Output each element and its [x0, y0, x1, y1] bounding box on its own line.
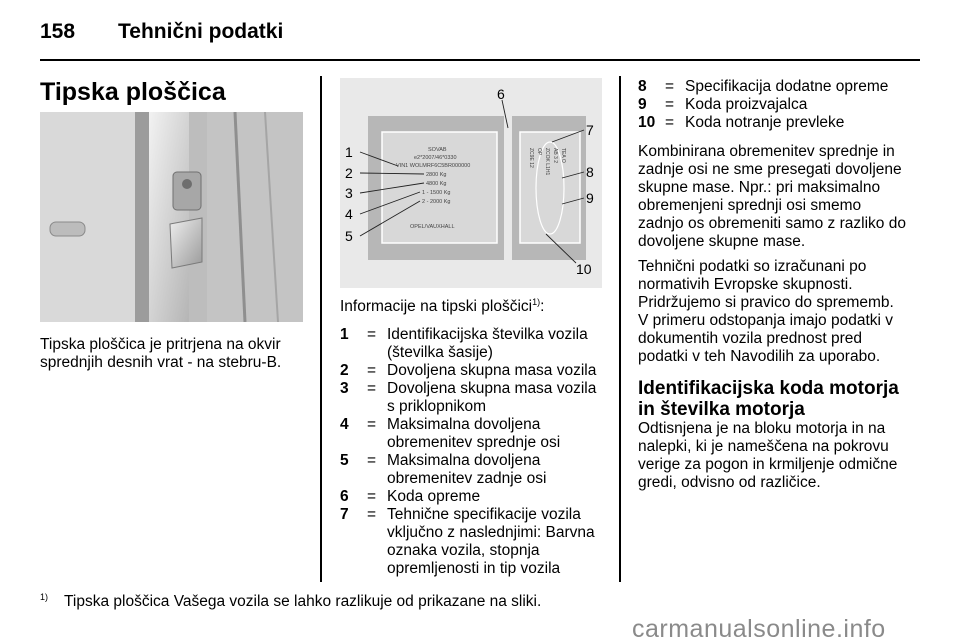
legend-item: [638, 78, 903, 96]
legend-number: 1: [340, 326, 349, 343]
legend-text: Maksimalna dovoljena obremenitev zadnje osi: [387, 452, 547, 487]
callout-6: 6: [497, 86, 505, 102]
legend-text: Koda notranje prevleke: [685, 114, 845, 131]
plate-line: 2800 Kg: [426, 172, 447, 178]
legend-text: Maksimalna dovoljena obremenitev sprednje osi: [387, 416, 561, 451]
legend-item: [638, 96, 903, 114]
footnote-mark: 1): [40, 592, 49, 602]
legend-equals: =: [367, 416, 377, 433]
legend-item: [638, 114, 903, 132]
callout-7: 7: [586, 122, 594, 138]
column-divider: [619, 76, 621, 582]
plate-side-text: ZC9E 12: [528, 148, 534, 168]
legend-item: [340, 416, 605, 452]
legend-number: 5: [340, 452, 349, 469]
callout-3: 3: [345, 185, 353, 201]
column-divider: [320, 76, 322, 582]
callout-4: 4: [345, 206, 353, 222]
type-plate-figure: [340, 78, 602, 288]
footnote-ref: 1): [532, 297, 541, 307]
footnote-text: Tipska ploščica Vašega vozila se lahko razlikuje od prikazane na sliki.: [64, 593, 542, 610]
plate-line: e2*2007/46*0330: [414, 155, 457, 161]
legend-item: [340, 452, 605, 488]
legend-number: 2: [340, 362, 349, 379]
legend-number: 7: [340, 506, 349, 523]
legend-text: Identifikacijska številka vozila (številka šasije): [387, 326, 588, 361]
legend-item: [340, 326, 605, 362]
legend-number: 8: [638, 78, 647, 95]
legend-text: Dovoljena skupna masa vozila s priklopnikom: [387, 380, 597, 415]
legend-number: 3: [340, 380, 349, 397]
watermark: carmanualsonline.info: [632, 615, 886, 643]
legend-equals: =: [665, 114, 675, 131]
plate-line: VIN1 WOLMRF6C5BR000000: [396, 163, 471, 169]
page-number: 158: [40, 20, 76, 43]
legend-text: Specifikacija dodatne opreme: [685, 78, 889, 95]
legend-equals: =: [367, 506, 377, 523]
callout-8: 8: [586, 164, 594, 180]
section-title: Tipska ploščica: [40, 78, 226, 106]
plate-line: 4800 Kg: [426, 181, 447, 187]
plate-side-text: ZCOK L1H1: [544, 148, 550, 176]
legend-equals: =: [665, 78, 675, 95]
legend-equals: =: [367, 326, 377, 343]
callout-10: 10: [576, 261, 592, 277]
legend-number: 6: [340, 488, 349, 505]
legend-intro-text: Informacije na tipski ploščici: [340, 298, 533, 316]
legend-text: Tehnične specifikacije vozila vključno z naslednjimi: Barvna oznaka vozila, stopnja opremljenosti in tip vozila: [387, 506, 595, 577]
legend-item: [340, 488, 605, 506]
legend-number: 10: [638, 114, 656, 131]
callout-1: 1: [345, 144, 353, 160]
plate-side-text: AB 3 2: [552, 148, 558, 164]
plate-line: OPEL/VAUXHALL: [410, 224, 455, 230]
door-pillar-illustration: [40, 112, 303, 322]
plate-line: 2 - 2000 Kg: [422, 199, 451, 205]
paragraph-engine-id: Odtisnjena je na bloku motorja in na nalepki, ki je nameščena na pokrovu verige za pogon in krmiljenje odmične gredi, odvisno od različice.: [638, 420, 898, 491]
plate-side-text: TEA O: [560, 148, 566, 163]
header-rule: [40, 59, 920, 61]
right-column-text: [638, 143, 906, 499]
footnote: [40, 593, 541, 611]
legend-number: 4: [340, 416, 349, 433]
legend-equals: =: [367, 488, 377, 505]
legend-item: [340, 380, 605, 416]
legend-text: Dovoljena skupna masa vozila: [387, 362, 597, 379]
paragraph-technical-data: Tehnični podatki so izračunani po normativih Evropske skupnosti. Pridržujemo si pravico do sprememb. V primeru odstopanja imajo podatki v dokumentih vozila prednost pred podatki v teh Navodilih za uporabo.: [638, 258, 894, 365]
paragraph-axle-load: Kombinirana obremenitev sprednje in zadnje osi ne sme presegati dovoljene skupne mase. Npr.: pri maksimalno obremenjeni sprednji osi smemo zadnjo os obremeniti samo z razliko do dovoljene skupne mase.: [638, 143, 906, 250]
callout-2: 2: [345, 165, 353, 181]
plate-line: 1 - 1500 Kg: [422, 190, 451, 196]
legend-intro-colon: :: [540, 298, 545, 316]
legend-item: [340, 362, 605, 380]
type-plate-illustration: [340, 78, 602, 288]
legend-intro: [340, 297, 544, 316]
plate-side-text: OP: [536, 148, 542, 156]
callout-9: 9: [586, 190, 594, 206]
engine-id-heading: Identifikacijska koda motorja in številka motorja: [638, 378, 899, 420]
legend-equals: =: [367, 452, 377, 469]
running-header: Tehnični podatki: [118, 20, 284, 43]
door-pillar-photo: [40, 112, 303, 322]
callout-5: 5: [345, 228, 353, 244]
legend-text: Koda proizvajalca: [685, 96, 808, 113]
legend-item: [340, 506, 605, 578]
plate-line: SOVAB: [428, 147, 447, 153]
legend-number: 9: [638, 96, 647, 113]
legend-equals: =: [367, 380, 377, 397]
door-caption: Tipska ploščica je pritrjena na okvir sprednjih desnih vrat - na stebru-B.: [40, 336, 282, 371]
legend-list-continued: [638, 78, 903, 132]
legend-text: Koda opreme: [387, 488, 481, 505]
legend-equals: =: [665, 96, 675, 113]
legend-equals: =: [367, 362, 377, 379]
legend-list: [340, 326, 605, 578]
